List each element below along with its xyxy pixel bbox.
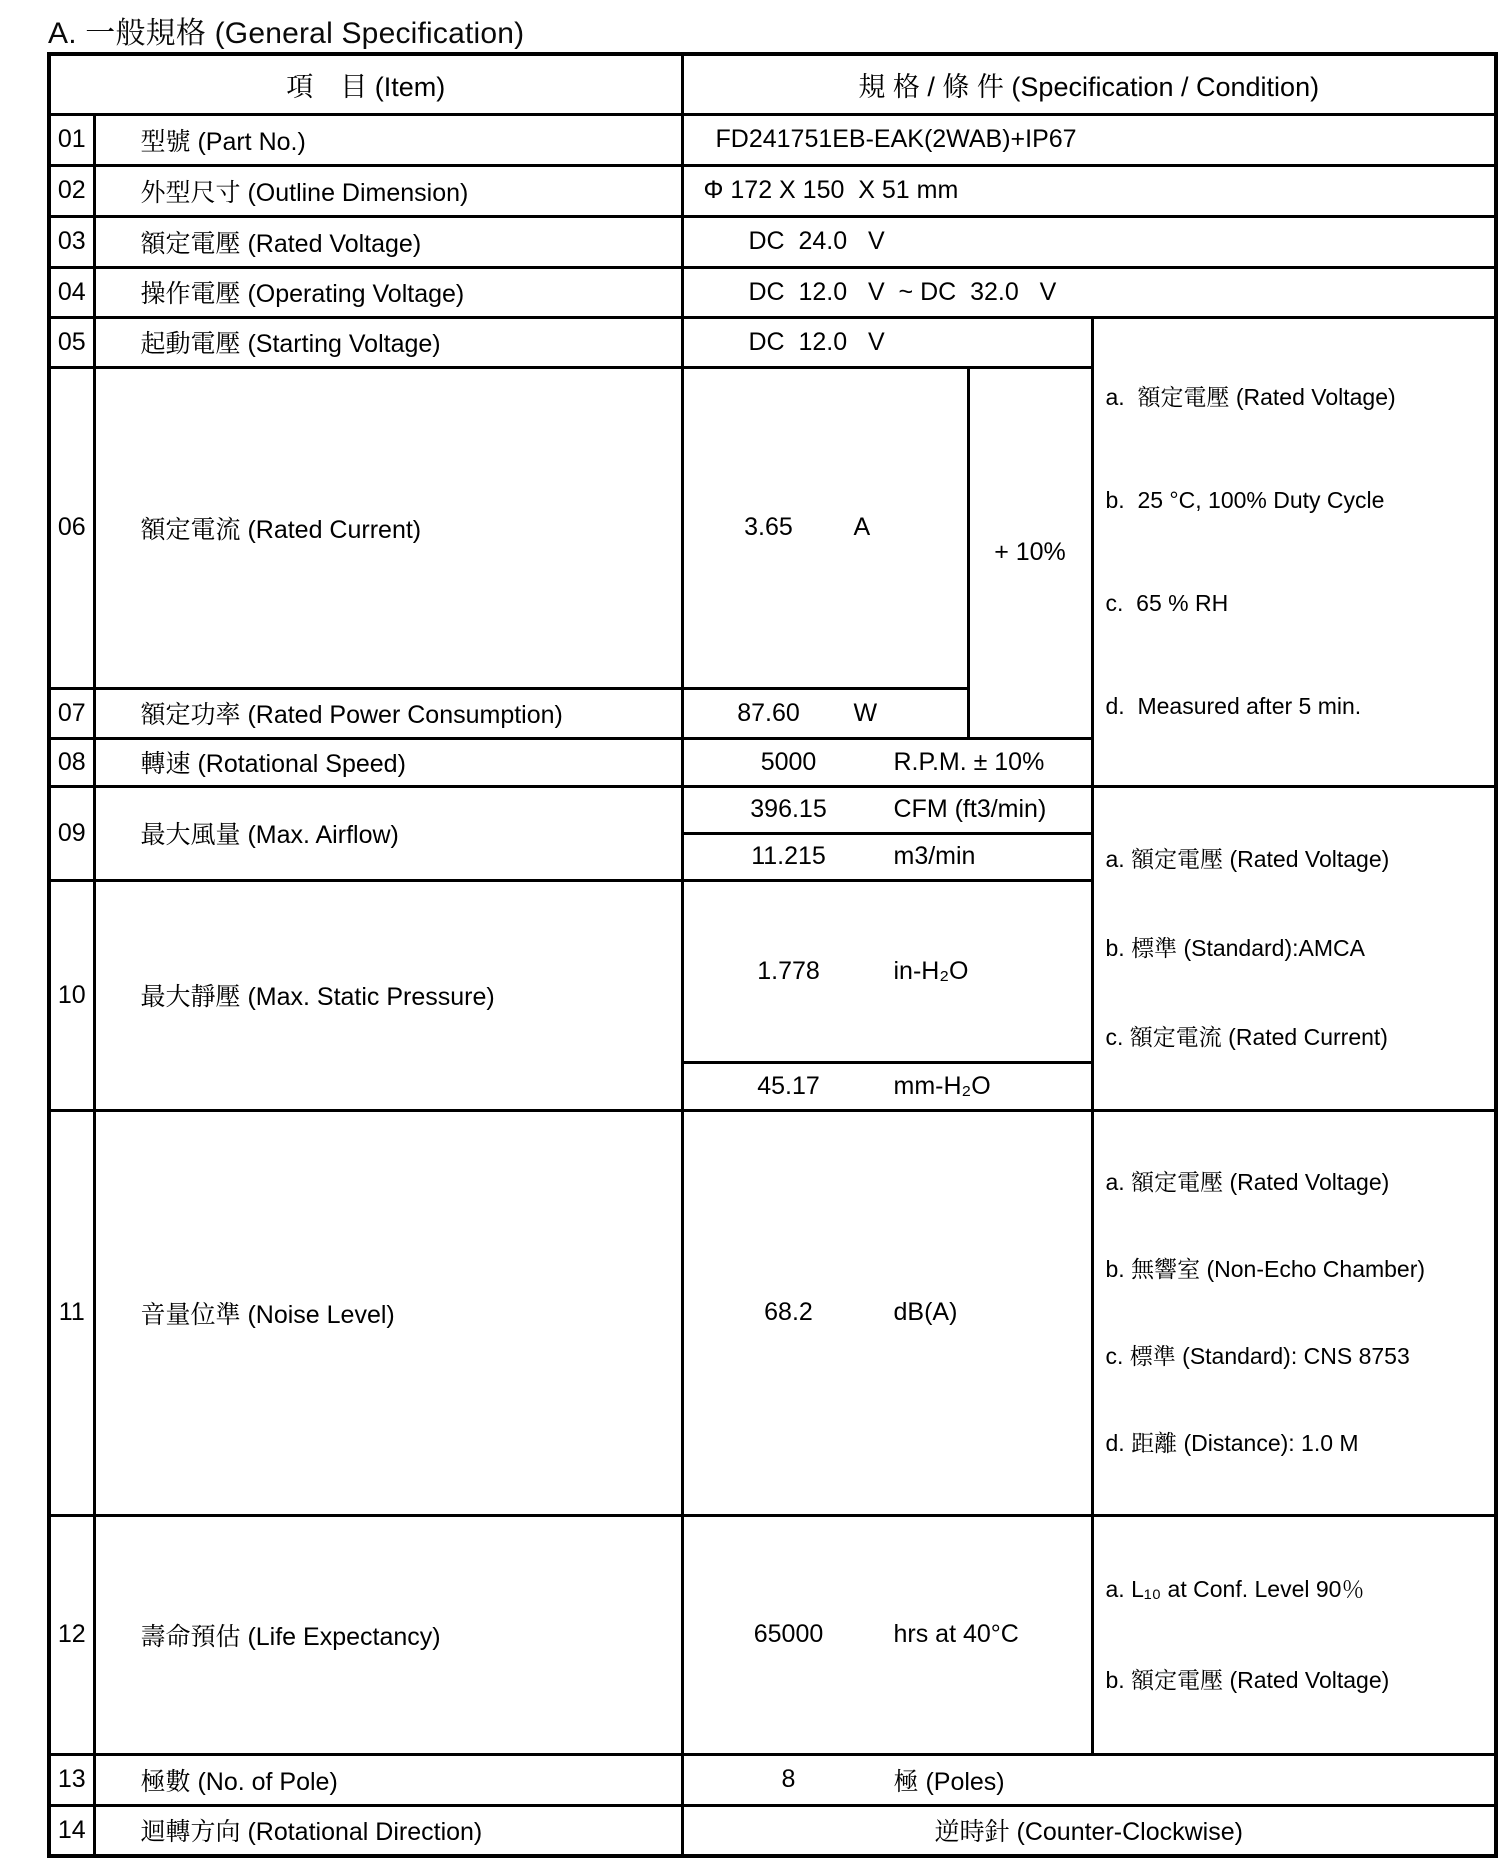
row-12-label: 壽命預估 (Life Expectancy) — [94, 1515, 682, 1754]
row-08-no: 08 — [49, 738, 94, 786]
row-04-no: 04 — [49, 267, 94, 317]
row-10-unit-mmh2o: mm-H₂O — [893, 1071, 991, 1100]
conditions-rows-05-08 — [1092, 317, 1496, 786]
condition-line: a. 額定電壓 (Rated Voltage) — [1105, 845, 1390, 872]
table-row — [49, 1805, 1496, 1856]
section-title: A. 一般規格 (General Specification) — [48, 17, 525, 50]
row-09-unit-m3: m3/min — [893, 842, 976, 870]
condition-line: b. 標準 (Standard):AMCA — [1105, 934, 1365, 961]
row-12-unit: hrs at 40°C — [893, 1620, 1019, 1648]
row-09-no: 09 — [49, 786, 94, 880]
table-row — [49, 114, 1496, 165]
header-row — [49, 54, 1496, 114]
row-06-label: 額定電流 (Rated Current) — [94, 367, 682, 688]
row-11-value — [682, 1110, 1092, 1515]
table-row — [49, 216, 1496, 267]
table-row — [49, 267, 1496, 317]
row-08-value — [682, 738, 1092, 786]
row-13-unit: 極 (Poles) — [893, 1767, 1005, 1796]
row-07-no: 07 — [49, 688, 94, 738]
row-09-number-m3: 11.215 — [751, 842, 826, 870]
row-12-no: 12 — [49, 1515, 94, 1754]
row-08-number: 5000 — [760, 747, 817, 776]
row-09-number-cfm: 396.15 — [750, 795, 827, 823]
row-04-value: DC 12.0 V ~ DC 32.0 V — [682, 267, 1496, 317]
row-01-no: 01 — [49, 114, 94, 165]
condition-line: b. 無響室 (Non-Echo Chamber) — [1105, 1255, 1426, 1282]
row-06-number: 3.65 — [744, 513, 793, 541]
row-07-label: 額定功率 (Rated Power Consumption) — [94, 688, 682, 738]
row-10-value-mmh2o — [682, 1062, 1092, 1110]
row-08-unit: R.P.M. ± 10% — [893, 747, 1045, 776]
row-09-unit-cfm: CFM (ft3/min) — [893, 795, 1047, 823]
row-13-no: 13 — [49, 1754, 94, 1805]
condition-line: a. 額定電壓 (Rated Voltage) — [1105, 383, 1396, 410]
table-row — [49, 165, 1496, 216]
table-row — [49, 317, 1496, 367]
condition-line: b. 25 °C, 100% Duty Cycle — [1105, 486, 1385, 513]
conditions-rows-09-10 — [1092, 786, 1496, 1110]
row-14-no: 14 — [49, 1805, 94, 1856]
row-10-number-inh2o: 1.778 — [757, 956, 820, 985]
row-03-value: DC 24.0 V — [682, 216, 1496, 267]
row-06-unit: A — [853, 513, 871, 541]
condition-line: c. 標準 (Standard): CNS 8753 — [1105, 1342, 1410, 1369]
row-06-no: 06 — [49, 367, 94, 688]
row-10-label: 最大靜壓 (Max. Static Pressure) — [94, 880, 682, 1110]
condition-line: a. L₁₀ at Conf. Level 90％ — [1105, 1575, 1365, 1602]
row-02-no: 02 — [49, 165, 94, 216]
condition-line: c. 65 % RH — [1105, 589, 1229, 616]
row-03-label: 額定電壓 (Rated Voltage) — [94, 216, 682, 267]
condition-line: a. 額定電壓 (Rated Voltage) — [1105, 1168, 1390, 1195]
header-item: 項 目 (Item) — [49, 54, 682, 114]
row-05-label: 起動電壓 (Starting Voltage) — [94, 317, 682, 367]
row-04-label: 操作電壓 (Operating Voltage) — [94, 267, 682, 317]
tolerance-cell: + 10% — [968, 367, 1092, 738]
row-09-label: 最大風量 (Max. Airflow) — [94, 786, 682, 880]
row-12-number: 65000 — [753, 1620, 824, 1648]
row-01-label: 型號 (Part No.) — [94, 114, 682, 165]
condition-line: b. 額定電壓 (Rated Voltage) — [1105, 1666, 1390, 1693]
header-spec: 規 格 / 條 件 (Specification / Condition) — [682, 54, 1496, 114]
row-12-value — [682, 1515, 1092, 1754]
row-09-value-m3 — [682, 833, 1092, 880]
row-02-value: Φ 172 X 150 X 51 mm — [682, 165, 1496, 216]
condition-line: d. Measured after 5 min. — [1105, 692, 1362, 719]
row-10-unit-inh2o: in-H₂O — [893, 956, 969, 985]
row-02-label: 外型尺寸 (Outline Dimension) — [94, 165, 682, 216]
row-08-label: 轉速 (Rotational Speed) — [94, 738, 682, 786]
row-10-value-inh2o — [682, 880, 1092, 1062]
row-10-number-mmh2o: 45.17 — [757, 1071, 820, 1100]
table-row — [49, 1515, 1496, 1754]
row-11-no: 11 — [49, 1110, 94, 1515]
conditions-row-12 — [1092, 1515, 1496, 1754]
table-row — [49, 1754, 1496, 1805]
conditions-row-11 — [1092, 1110, 1496, 1515]
row-07-number: 87.60 — [737, 698, 800, 727]
row-07-unit: W — [853, 698, 878, 727]
table-row — [49, 786, 1496, 833]
row-09-value-cfm — [682, 786, 1092, 833]
row-03-no: 03 — [49, 216, 94, 267]
condition-line: c. 額定電流 (Rated Current) — [1105, 1023, 1388, 1050]
row-05-no: 05 — [49, 317, 94, 367]
table-row — [49, 1110, 1496, 1515]
row-13-value — [682, 1754, 1496, 1805]
row-07-value — [682, 688, 968, 738]
row-06-value — [682, 367, 968, 688]
row-14-value: 逆時針 (Counter-Clockwise) — [682, 1805, 1496, 1856]
row-13-number: 8 — [781, 1765, 796, 1793]
row-14-label: 迴轉方向 (Rotational Direction) — [94, 1805, 682, 1856]
row-11-label: 音量位準 (Noise Level) — [94, 1110, 682, 1515]
row-13-label: 極數 (No. of Pole) — [94, 1754, 682, 1805]
row-11-number: 68.2 — [764, 1298, 813, 1326]
row-05-value: DC 12.0 V — [682, 317, 1092, 367]
row-01-value: FD241751EB-EAK(2WAB)+IP67 — [682, 114, 1496, 165]
row-11-unit: dB(A) — [893, 1298, 958, 1326]
condition-line: d. 距離 (Distance): 1.0 M — [1105, 1429, 1359, 1456]
row-10-no: 10 — [49, 880, 94, 1110]
general-specification-table — [47, 52, 1498, 1858]
